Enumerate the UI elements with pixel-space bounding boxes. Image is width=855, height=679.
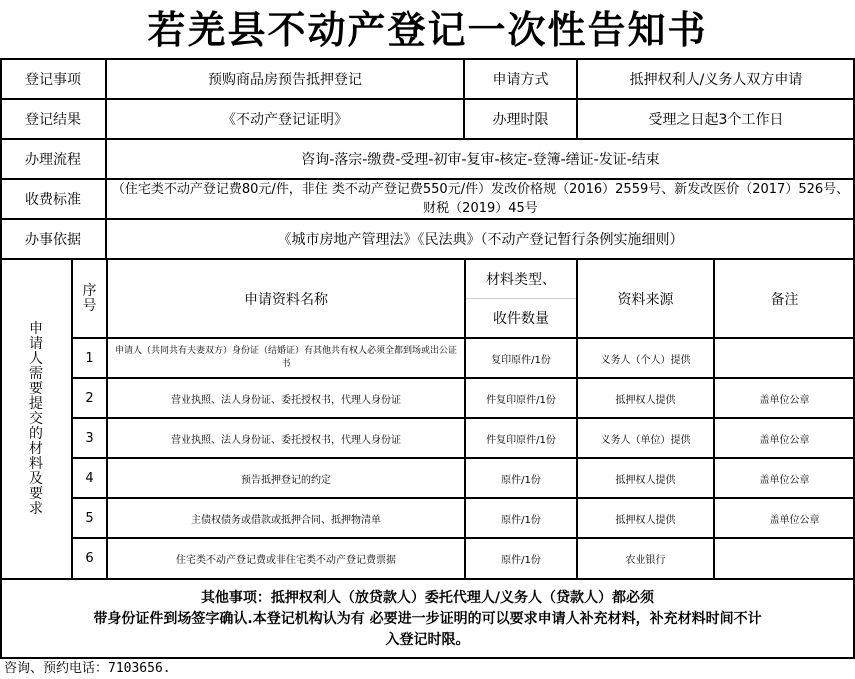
label-legal-basis: 办事依据 [25,232,81,248]
grid-line-h [0,178,855,180]
other-notes-line1: 其他事项：抵押权利人（放贷款人）委托代理人/义务人（贷款人）都必须 [200,589,655,606]
label-fee-standard: 收费标准 [25,192,81,208]
row-3-name: 营业执照、法人身份证、委托授权书，代理人身份证 [171,434,401,446]
row-2-remark: 盖单位公章 [759,394,810,406]
other-notes [2,582,853,656]
grid-line-v [106,258,108,579]
label-registration-item: 登记事项 [25,72,81,88]
header-material-name: 申请资料名称 [244,291,328,308]
row-1-name: 申请人（共同共有夫妻双方）身份证（结婚证）有其他共有权人必须全都到场或出公证书 [114,346,457,369]
value-process-flow: 咨询-落宗-缴费-受理-初审-复审-核定-登簿-缮证-发证-结束 [301,152,660,168]
row-5-name: 主债权债务或借款或抵押合同、抵押物清单 [191,514,381,526]
row-3-type: 件复印原件/1份 [486,434,556,446]
value-fee-standard: （住宅类不动产登记费80元/件，非住 类不动产登记费550元/件）发改价格规（2016）2559号、新发改医价（2017）526号、财税（2019）45号 [111,182,850,216]
row-5-seq: 5 [85,510,94,526]
label-application-method: 申请方式 [492,72,549,88]
row-3-remark: 盖单位公章 [759,434,810,446]
grid-line-h [0,138,855,140]
row-6-remark [714,538,855,579]
row-1-remark [714,338,855,378]
header-remark: 备注 [770,291,799,308]
label-processing-time: 办理时限 [492,112,549,128]
value-registration-result: 《不动产登记证明》 [222,112,348,128]
materials-side-label-text: 申请人需要提交的材料及要求 [29,320,43,517]
grid-line-v [71,258,73,579]
value-legal-basis: 《城市房地产管理法》《民法典》（不动产登记暂行条例实施细则） [277,232,684,248]
row-6-name: 住宅类不动产登记费或非住宅类不动产登记费票据 [176,555,396,566]
value-processing-time: 受理之日起3个工作日 [648,112,784,128]
grid-line-h [0,578,855,580]
row-1-type: 复印原件/1份 [491,354,551,366]
row-1-source: 义务人（个人）提供 [600,354,691,366]
row-2-type: 件复印原件/1份 [486,394,556,406]
grid-line-h [0,218,855,220]
row-2-seq: 2 [85,390,94,406]
header-seq-text: 序号 [82,282,97,314]
other-notes-line2: 带身份证件到场签字确认.本登记机构认为有 必要进一步证明的可以要求申请人补充材料，补充材料时间不计 [93,610,762,627]
contact-phone: 咨询、预约电话：7103656. [4,661,171,676]
row-3-seq: 3 [85,430,94,446]
row-5-remark: 盖单位公章 [769,514,820,526]
grid-line-h [0,58,855,60]
grid-line-v [576,258,578,579]
row-6-source: 农业银行 [625,555,666,566]
row-5-type: 原件/1份 [501,514,541,526]
grid-line-v [576,58,578,139]
grid-line-v [105,58,107,259]
row-4-source: 抵押权人提供 [615,474,676,486]
row-2-source: 抵押权人提供 [615,394,676,406]
header-material-source: 资料来源 [617,291,674,308]
value-application-method: 抵押权利人/义务人双方申请 [629,72,803,88]
grid-line-v [713,258,715,579]
other-notes-line3: 入登记时限。 [385,631,470,648]
grid-line-v [0,58,2,658]
header-material-type-line2: 收件数量 [493,311,549,327]
row-2-name: 营业执照、法人身份证、委托授权书，代理人身份证 [171,394,401,406]
row-4-name: 预告抵押登记的约定 [241,474,331,486]
materials-side-label [0,259,72,579]
value-registration-item: 预购商品房预告抵押登记 [208,72,362,88]
grid-line-v [464,258,466,579]
label-process-flow: 办理流程 [25,152,81,168]
label-registration-result: 登记结果 [25,112,81,128]
row-4-remark: 盖单位公章 [759,474,810,486]
grid-line-h [0,258,855,260]
row-3-source: 义务人（单位）提供 [600,434,691,446]
page-title: 若羌县不动产登记一次性告知书 [147,7,708,52]
row-4-seq: 4 [85,470,94,486]
header-seq [72,259,107,338]
grid-line-h [0,98,855,100]
row-5-source: 抵押权人提供 [615,514,676,526]
row-1-seq: 1 [85,350,94,366]
grid-line-h [0,657,855,659]
row-6-seq: 6 [85,551,94,566]
header-material-type-line1: 材料类型、 [486,271,556,288]
row-6-type: 原件/1份 [501,555,541,566]
grid-line-v [463,58,465,139]
grid-line-h-light [465,298,577,299]
row-4-type: 原件/1份 [501,474,541,486]
